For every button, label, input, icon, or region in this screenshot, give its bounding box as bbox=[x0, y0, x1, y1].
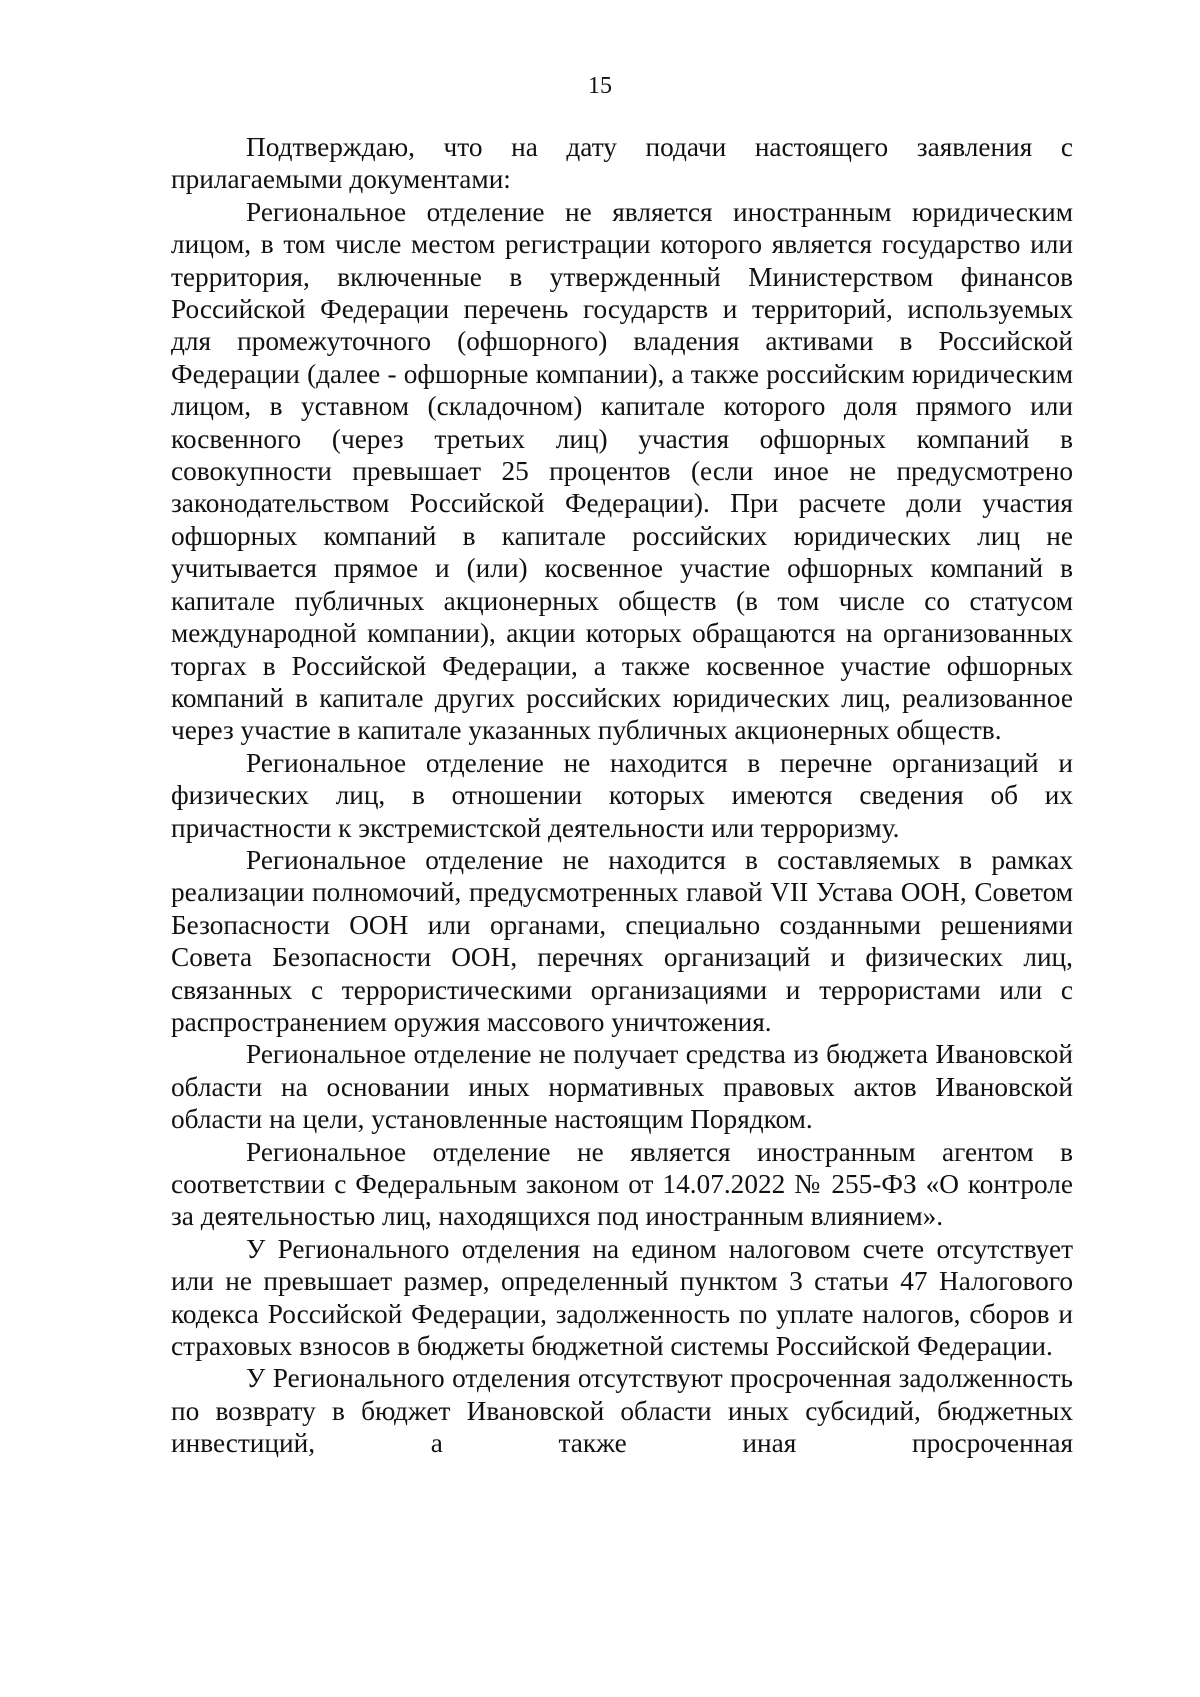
paragraph-un-security-council: Региональное отделение не находится в составляемых в рамках реализации полномочий, предусмотренных главой VII Устава ООН, Советом Безопасности ООН или органами, специально созданными решениями Совета Безопасности ООН, перечнях организаций и физических лиц, связанных с террористическими организациями и террористами или с распространением оружия массового уничтожения. bbox=[171, 844, 1073, 1037]
paragraph-overdue-debt: У Регионального отделения отсутствуют просроченная задолженность по возврату в бюджет Ивановской области иных субсидий, бюджетных инвестиций, а также иная просроченная bbox=[171, 1363, 1073, 1459]
document-body bbox=[171, 131, 1073, 1460]
paragraph-extremism: Региональное отделение не находится в перечне организаций и физических лиц, в отношении которых имеются сведения об их причастности к экстремистской деятельности или терроризму. bbox=[171, 747, 1073, 843]
paragraph-foreign-agent: Региональное отделение не является иностранным агентом в соответствии с Федеральным законом от 14.07.2022 № 255-ФЗ «О контроле за деятельностью лиц, находящихся под иностранным влиянием». bbox=[171, 1136, 1073, 1232]
paragraph-offshore: Региональное отделение не является иностранным юридическим лицом, в том числе местом регистрации которого является государство или территория, включенные в утвержденный Министерством финансов Российской Федерации перечень государств и территорий, используемых для промежуточного (офшорного) владения активами в Российской Федерации (далее - офшорные компании), а также российским юридическим лицом, в уставном (складочном) капитале которого доля прямого или косвенного (через третьих лиц) участия офшорных компаний в совокупности превышает 25 процентов (если иное не предусмотрено законодательством Российской Федерации). При расчете доли участия офшорных компаний в капитале российских юридических лиц не учитывается прямое и (или) косвенное участие офшорных компаний в капитале публичных акционерных обществ (в том числе со статусом международной компании), акции которых обращаются на организованных торгах в Российской Федерации, а также косвенное участие офшорных компаний в капитале других российских юридических лиц, реализованное через участие в капитале указанных публичных акционерных обществ. bbox=[171, 196, 1073, 746]
page-number: 15 bbox=[588, 73, 612, 99]
paragraph-intro: Подтверждаю, что на дату подачи настоящего заявления с прилагаемыми документами: bbox=[171, 132, 1073, 195]
paragraph-tax-debt: У Регионального отделения на едином налоговом счете отсутствует или не превышает размер, определенный пунктом 3 статьи 47 Налогового кодекса Российской Федерации, задолженность по уплате налогов, сборов и страховых взносов в бюджеты бюджетной системы Российской Федерации. bbox=[171, 1233, 1073, 1362]
paragraph-budget-funds: Региональное отделение не получает средства из бюджета Ивановской области на основании иных нормативных правовых актов Ивановской области на цели, установленные настоящим Порядком. bbox=[171, 1039, 1073, 1135]
